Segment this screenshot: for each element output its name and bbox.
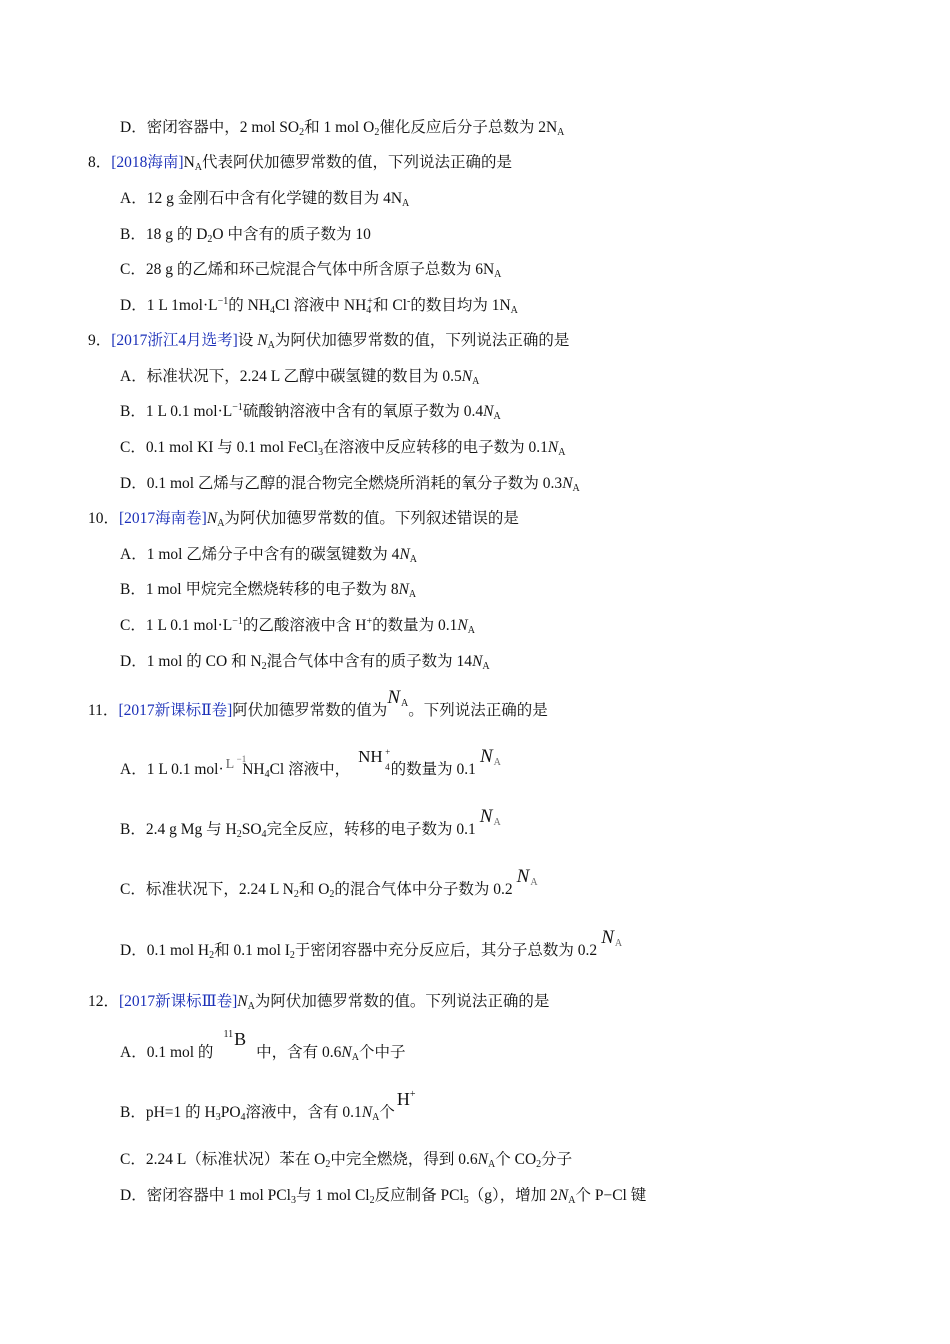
q9-option-d: D．0.1 mol 乙烯与乙醇的混合物完全燃烧所消耗的氧分子数为 $0.3N_A$	[120, 475, 580, 494]
q12-stem: 12．[2017新课标Ⅲ卷]$N_A$为阿伏加德罗常数的值。下列说法正确的是	[88, 993, 550, 1012]
source-tag: [2018海南]	[111, 154, 184, 171]
q10-option-d: D．1 mol 的 CO 和 $N_2$混合气体中含有的质子数为 $14N_A$	[120, 653, 490, 672]
q7-option-d: D．密闭容器中，2 mol $SO_2$和 1 mol $O_2$催化反应后分子总数为 $2N_A$	[120, 119, 565, 138]
q9-stem: 9．[2017浙江4月选考]设 $N_A$为阿伏加德罗常数的值，下列说法正确的是	[88, 332, 570, 351]
q12-option-d: D．密闭容器中 1 mol PCl$_3$与 1 mol $Cl_2$反应制备 PCl$_5$（g），增加 $2N_A$个 P−Cl 键	[120, 1187, 647, 1206]
q8-option-d: D．1 L $1mol\cdot L^{-1}$的 $NH_4Cl$ 溶液中 $NH_4^+$和 Cl-的数目均为 $1N_A$	[120, 296, 518, 316]
q10-option-c: C．1 L 0.1 $mol\cdot L^{-1}$的乙酸溶液中含 H+的数量为 $0.1N_A$	[120, 616, 475, 636]
q9-option-a: A．标准状况下，2.24 L 乙醇中碳氢键的数目为 $0.5N_A$	[120, 368, 480, 387]
q8-option-a: A．12 g 金刚石中含有化学键的数目为 $4N_A$	[120, 190, 410, 209]
q8-stem: 8．[2018海南]$N_A$代表阿伏加德罗常数的值，下列说法正确的是	[88, 154, 513, 173]
q11-option-b: B．2.4 g Mg 与 $H_2SO_4$完全反应，转移的电子数为 $0.1N^A$	[120, 806, 501, 840]
source-tag: [2017新课标Ⅱ卷]	[118, 702, 233, 719]
q9-option-b: B．1 L 0.1 $mol\cdot L^{-1}$硫酸钠溶液中含有的氧原子数为 $0.4N_A$	[120, 402, 501, 422]
source-tag: [2017浙江4月选考]	[111, 332, 238, 349]
q11-option-a: A．1 L 0.1 mol· L −1 $NH_4Cl$ 溶液中，NH + 4 的数量为 $0.1N^A$	[120, 746, 501, 780]
source-tag: [2017海南卷]	[119, 510, 207, 527]
q12-option-b: B．pH=1 的 $H_3PO_4$溶液中，含有 $0.1N_A$个H+	[120, 1089, 416, 1123]
q11-stem: 11．[2017新课标Ⅱ卷]阿伏加德罗常数的值为$N^A$。下列说法正确的是	[88, 687, 548, 719]
q11-option-c: C．标准状况下，2.24 L $N_2$和 $O_2$的混合气体中分子数为 $0.2N^A$	[120, 866, 538, 900]
source-tag: [2017新课标Ⅲ卷]	[119, 993, 238, 1010]
q8-option-c: C．28 g 的乙烯和环己烷混合气体中所含原子总数为 $6N_A$	[120, 261, 502, 280]
q10-stem: 10．[2017海南卷]$N_A$为阿伏加德罗常数的值。下列叙述错误的是	[88, 510, 519, 529]
q8-option-b: B．18 g 的 $D_2O$ 中含有的质子数为 10	[120, 226, 371, 245]
q10-option-b: B．1 mol 甲烷完全燃烧转移的电子数为 $8N_A$	[120, 581, 417, 600]
q12-option-a: A．0.1 mol 的$^{11}$B中，含有 $0.6N_A$个中子	[120, 1029, 406, 1063]
q12-option-c: C．2.24 L（标准状况）苯在 $O_2$中完全燃烧，得到 $0.6N_A$个 $CO_2$分子	[120, 1151, 573, 1170]
q11-option-d: D．0.1 mol $H_2$和 0.1 mol $I_2$于密闭容器中充分反应后，其分子总数为 $0.2N^A$	[120, 927, 623, 961]
q10-option-a: A．1 mol 乙烯分子中含有的碳氢键数为 $4N_A$	[120, 546, 418, 565]
q9-option-c: C．0.1 mol KI 与 0.1 mol FeCl$_3$在溶液中反应转移的电子数为 $0.1N_A$	[120, 439, 566, 458]
